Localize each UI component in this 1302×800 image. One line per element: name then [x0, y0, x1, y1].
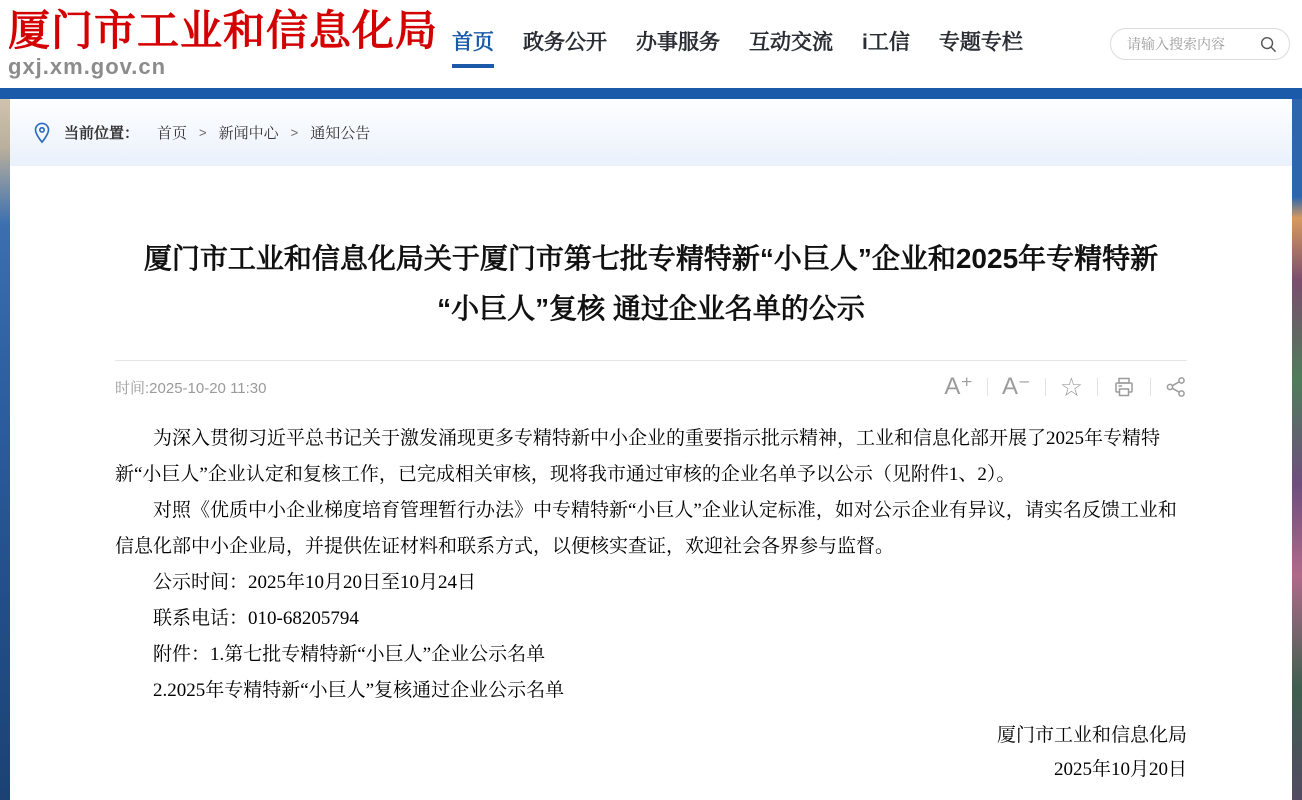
- font-increase-button[interactable]: A⁺: [944, 373, 973, 400]
- toolbar-divider: [987, 378, 988, 396]
- nav-item-home[interactable]: 首页: [452, 26, 494, 68]
- breadcrumb-item-news-center[interactable]: 新闻中心: [218, 125, 279, 142]
- site-logo-title: 厦门市工业和信息化局: [8, 9, 439, 55]
- print-button[interactable]: [1112, 375, 1136, 399]
- main-nav: [452, 26, 1023, 68]
- article-paragraph: 为深入贯彻习近平总书记关于激发涌现更多专精特新中小企业的重要指示批示精神，工业和信息化部开展了2025年专精特新“小巨人”企业认定和复核工作，已完成相关审核，现将我市通过审核的企业名单予以公示（见附件1、2）。: [115, 428, 1161, 485]
- star-icon: ☆: [1059, 372, 1083, 402]
- article-meta-row: [115, 360, 1187, 402]
- breadcrumb-item-notices[interactable]: 通知公告: [310, 125, 371, 142]
- breadcrumb-separator: >: [199, 125, 207, 140]
- page-title: [115, 234, 1187, 334]
- article-body: [115, 421, 1187, 709]
- breadcrumb: [10, 99, 1292, 166]
- share-icon: [1165, 376, 1187, 398]
- page-title-line2: “小巨人”复核 通过企业名单的公示: [437, 293, 865, 324]
- nav-item-special-topics[interactable]: 专题专栏: [938, 31, 1023, 54]
- background-image-right-edge: [1292, 99, 1302, 800]
- nav-item-interaction[interactable]: 互动交流: [749, 31, 834, 54]
- search-button[interactable]: [1257, 33, 1279, 55]
- toolbar-divider: [1045, 378, 1046, 396]
- signature-org: 厦门市工业和信息化局: [996, 725, 1187, 746]
- attachment-2-line: 2.2025年专精特新“小巨人”复核通过企业公示名单: [153, 680, 565, 701]
- attachment-1-line: 附件：1.第七批专精特新“小巨人”企业公示名单: [153, 644, 546, 665]
- background-image-left-edge: [0, 99, 10, 800]
- contact-phone-line: 联系电话：010-68205794: [153, 608, 359, 629]
- nav-item-services[interactable]: 办事服务: [636, 31, 721, 54]
- site-logo-domain: gxj.xm.gov.cn: [8, 54, 167, 79]
- toolbar-divider: [1097, 378, 1098, 396]
- search-icon: [1259, 35, 1277, 53]
- site-logo[interactable]: [8, 9, 438, 79]
- page-title-line1: 厦门市工业和信息化局关于厦门市第七批专精特新“小巨人”企业和2025年专精特新: [143, 243, 1159, 274]
- breadcrumb-separator: >: [290, 125, 299, 140]
- toolbar-divider: [1150, 378, 1151, 396]
- font-decrease-button[interactable]: A⁻: [1002, 373, 1031, 400]
- signature-date: 2025年10月20日: [1053, 759, 1187, 780]
- notice-period-line: 公示时间：2025年10月20日至10月24日: [153, 572, 477, 593]
- favorite-star-button[interactable]: [1059, 372, 1083, 402]
- publish-time: 时间:2025-10-20 11:30: [115, 379, 267, 397]
- breadcrumb-label: 当前位置：: [64, 125, 140, 142]
- article-toolbar: [944, 372, 1187, 402]
- printer-icon: [1112, 375, 1136, 399]
- site-header: [0, 0, 1302, 88]
- nav-item-gov-info[interactable]: 政务公开: [523, 31, 608, 54]
- breadcrumb-item-home[interactable]: 首页: [157, 125, 188, 142]
- share-button[interactable]: [1165, 376, 1187, 398]
- nav-item-igongxin[interactable]: i工信: [862, 31, 910, 54]
- article-paragraph: 对照《优质中小企业梯度培育管理暂行办法》中专精特新“小巨人”企业认定标准，如对公示企业有异议，请实名反馈工业和信息化部中小企业局，并提供佐证材料和联系方式，以便核实查证，欢迎社会各界参与监督。: [115, 500, 1177, 557]
- signature-block: [115, 719, 1187, 787]
- location-pin-icon: [32, 121, 52, 145]
- search-input[interactable]: [1127, 36, 1257, 52]
- article: [10, 166, 1292, 800]
- search-box: [1110, 28, 1290, 60]
- top-divider-bar: [0, 88, 1302, 99]
